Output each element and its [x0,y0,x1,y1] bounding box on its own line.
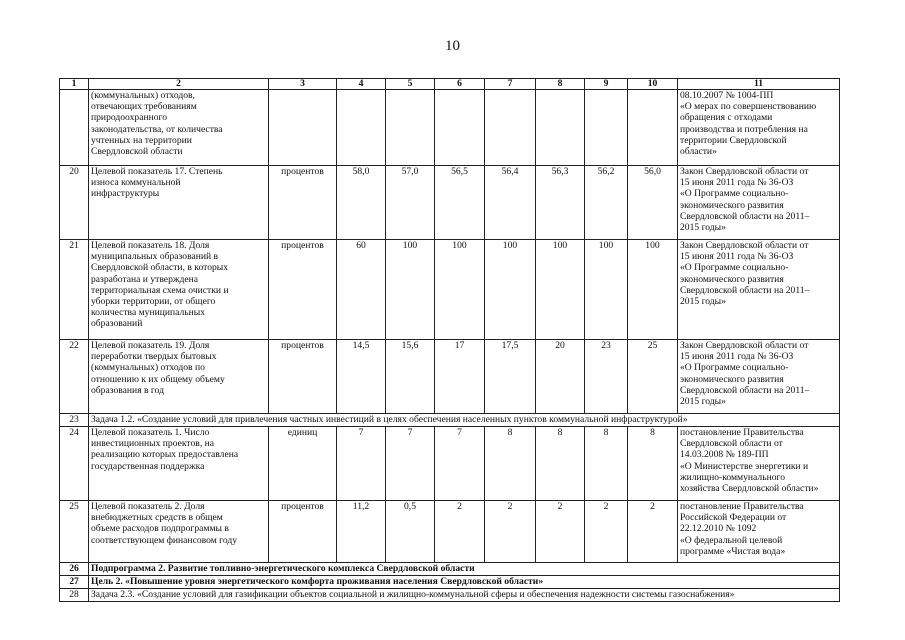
value-cell: 60 [337,240,386,340]
table-row [60,240,840,340]
value-cell: 100 [386,240,435,340]
value-cell: 100 [628,240,678,340]
value-cell: 56,2 [585,166,628,240]
row-number: 28 [60,589,89,602]
row-number: 23 [60,414,89,427]
col-header: 8 [536,79,585,90]
subprogram-row [60,563,840,576]
goal-text: Цель 2. «Повышение уровня энергетического комфорта проживания населения Свердловской области» [89,576,840,589]
goal-row [60,576,840,589]
unit-cell [269,90,337,166]
col-header: 5 [386,79,435,90]
value-cell [485,90,536,166]
value-cell: 56,3 [536,166,585,240]
value-cell: 56,0 [628,166,678,240]
value-cell: 17 [435,340,485,414]
value-cell: 57,0 [386,166,435,240]
value-cell: 7 [386,427,435,501]
row-number: 25 [60,501,89,563]
value-cell: 2 [585,501,628,563]
col-header: 11 [678,79,840,90]
table-row [60,340,840,414]
task-row [60,414,840,427]
col-header: 3 [269,79,337,90]
table-row [60,501,840,563]
row-number [60,90,89,166]
value-cell: 14,5 [337,340,386,414]
value-cell: 2 [536,501,585,563]
value-cell: 100 [435,240,485,340]
value-cell: 58,0 [337,166,386,240]
value-cell: 7 [435,427,485,501]
legal-basis: Закон Свердловской области от 15 июня 2011 года № 36-ОЗ «О Программе социально- экономического развития Свердловской области на 2011– 2015 годы» [678,166,840,240]
value-cell [337,90,386,166]
unit-cell: процентов [269,240,337,340]
value-cell: 8 [628,427,678,501]
value-cell: 100 [536,240,585,340]
legal-basis: Закон Свердловской области от 15 июня 2011 года № 36-ОЗ «О Программе социально- экономического развития Свердловской области на 2011– 2015 годы» [678,340,840,414]
page-number: 10 [445,38,460,54]
col-header: 1 [60,79,89,90]
task-text: Задача 2.3. «Создание условий для газификации объектов социальной и жилищно-коммунальной сферы и обеспечения надежности системы газоснабжения» [89,589,840,602]
row-number: 24 [60,427,89,501]
value-cell: 56,4 [485,166,536,240]
col-header: 9 [585,79,628,90]
value-cell: 25 [628,340,678,414]
value-cell [386,90,435,166]
indicator-name: Целевой показатель 18. Доля муниципальных образований в Свердловской области, в которых разработана и утверждена территориальная схема очистки и уборки территории, от общего количества муниципальных образований [89,240,269,340]
value-cell [536,90,585,166]
task-row [60,589,840,602]
value-cell: 23 [585,340,628,414]
row-number: 26 [60,563,89,576]
table-row [60,90,840,166]
row-number: 20 [60,166,89,240]
unit-cell: процентов [269,166,337,240]
value-cell: 17,5 [485,340,536,414]
indicator-name: Целевой показатель 1. Число инвестиционных проектов, на реализацию которых предоставлена государственная поддержка [89,427,269,501]
col-header: 10 [628,79,678,90]
value-cell: 8 [585,427,628,501]
unit-cell: процентов [269,501,337,563]
value-cell: 0,5 [386,501,435,563]
value-cell [435,90,485,166]
row-number: 21 [60,240,89,340]
indicator-name: Целевой показатель 17. Степень износа коммунальной инфраструктуры [89,166,269,240]
value-cell: 20 [536,340,585,414]
header-row [60,79,840,90]
value-cell: 2 [485,501,536,563]
subprogram-title: Подпрограмма 2. Развитие топливно-энергетического комплекса Свердловской области [89,563,840,576]
legal-basis: 08.10.2007 № 1004-ПП «О мерах по совершенствованию обращения с отходами производства и потребления на территории Свердловской области» [678,90,840,166]
col-header: 4 [337,79,386,90]
value-cell: 2 [628,501,678,563]
value-cell: 100 [585,240,628,340]
col-header: 6 [435,79,485,90]
table-row [60,166,840,240]
col-header: 7 [485,79,536,90]
indicators-table [59,78,840,602]
unit-cell: процентов [269,340,337,414]
value-cell: 8 [485,427,536,501]
unit-cell: единиц [269,427,337,501]
value-cell: 100 [485,240,536,340]
legal-basis: Закон Свердловской области от 15 июня 2011 года № 36-ОЗ «О Программе социально- экономического развития Свердловской области на 2011– 2015 годы» [678,240,840,340]
indicator-name: (коммунальных) отходов, отвечающих требованиям природоохранного законодательства, от количества учтенных на территории Свердловской области [89,90,269,166]
col-header: 2 [89,79,269,90]
legal-basis: постановление Правительства Российской Федерации от 22.12.2010 № 1092 «О федеральной целевой программе «Чистая вода» [678,501,840,563]
row-number: 27 [60,576,89,589]
value-cell: 11,2 [337,501,386,563]
value-cell [585,90,628,166]
value-cell: 2 [435,501,485,563]
indicator-name: Целевой показатель 19. Доля переработки твердых бытовых (коммунальных) отходов по отношению к их общему объему образования в год [89,340,269,414]
indicator-name: Целевой показатель 2. Доля внебюджетных средств в общем объеме расходов подпрограммы в соответствующем финансовом году [89,501,269,563]
task-text: Задача 1.2. «Создание условий для привлечения частных инвестиций в целях обеспечения населенных пунктов коммунальной инфраструктурой» [89,414,840,427]
value-cell [628,90,678,166]
value-cell: 56,5 [435,166,485,240]
row-number: 22 [60,340,89,414]
table-row [60,427,840,501]
value-cell: 7 [337,427,386,501]
legal-basis: постановление Правительства Свердловской области от 14.03.2008 № 189-ПП «О Министерстве энергетики и жилищно-коммунального хозяйства Свердловской области» [678,427,840,501]
value-cell: 15,6 [386,340,435,414]
value-cell: 8 [536,427,585,501]
